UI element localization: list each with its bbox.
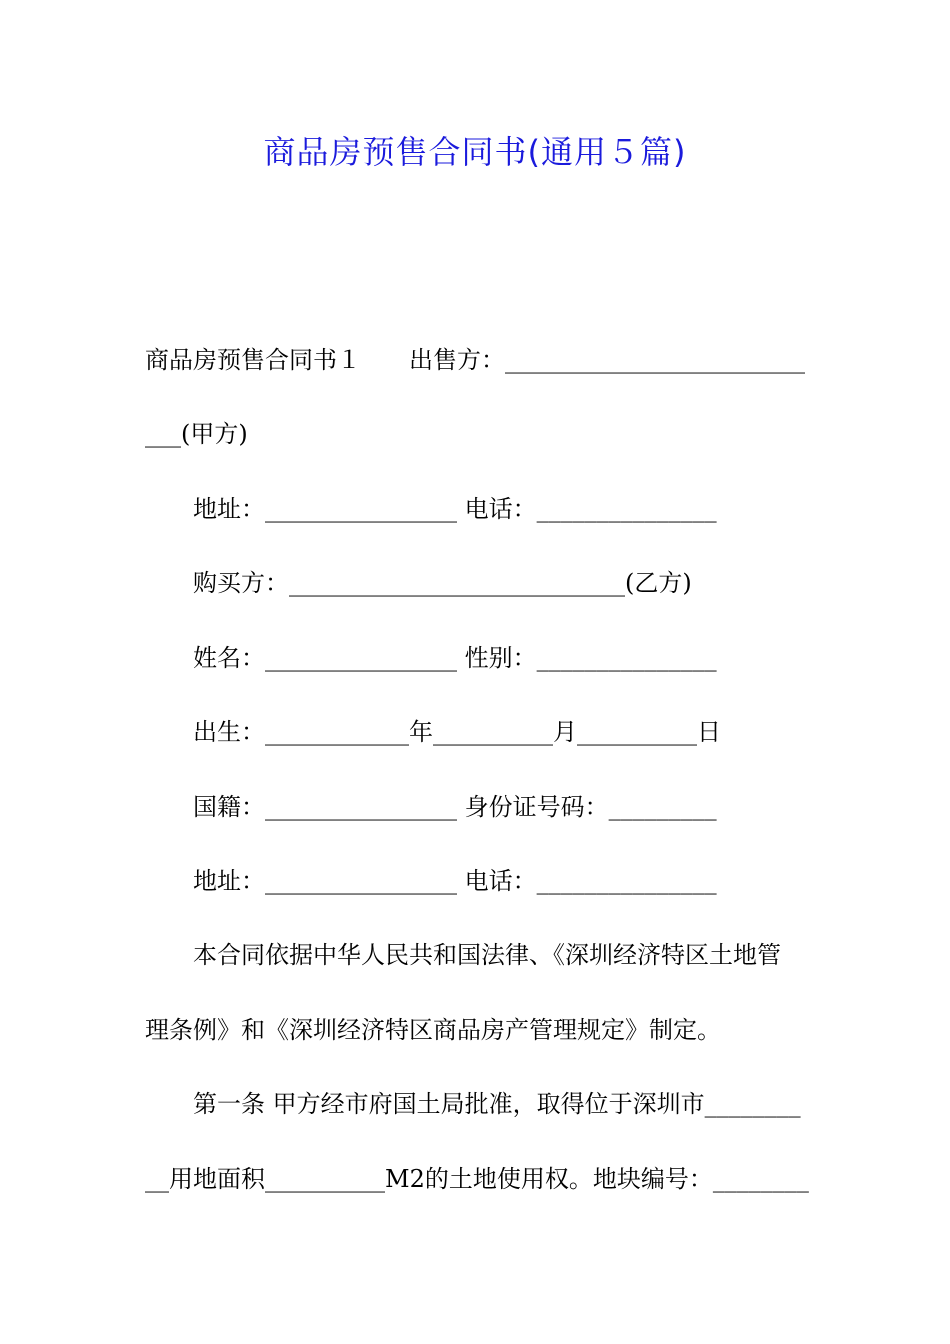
birth-date-line: 出生：____________年__________月__________日 <box>193 718 721 746</box>
article-one-line1: 第一条 甲方经市府国土局批准，取得位于深圳市________ <box>193 1090 801 1118</box>
nationality-id-line: 国籍：________________ 身份证号码：_________ <box>193 793 717 821</box>
party-a-label: ___(甲方) <box>145 420 248 448</box>
buyer-line: 购买方：____________________________(乙方) <box>193 569 692 597</box>
contract-first-line: 商品房预售合同书１ 出售方：_________________________ <box>145 346 805 374</box>
basis-paragraph-line1: 本合同依据中华人民共和国法律、《深圳经济特区土地管 <box>193 941 781 969</box>
basis-paragraph-line2: 理条例》和《深圳经济特区商品房产管理规定》制定。 <box>145 1016 721 1044</box>
name-gender-line: 姓名：________________ 性别：_______________ <box>193 644 717 672</box>
seller-address-phone: 地址：________________ 电话：_______________ <box>193 495 717 523</box>
article-one-line2: __用地面积__________M2的土地使用权。地块编号：________ <box>145 1165 809 1193</box>
document-title: 商品房预售合同书(通用５篇) <box>263 133 687 171</box>
buyer-address-phone: 地址：________________ 电话：_______________ <box>193 867 717 895</box>
